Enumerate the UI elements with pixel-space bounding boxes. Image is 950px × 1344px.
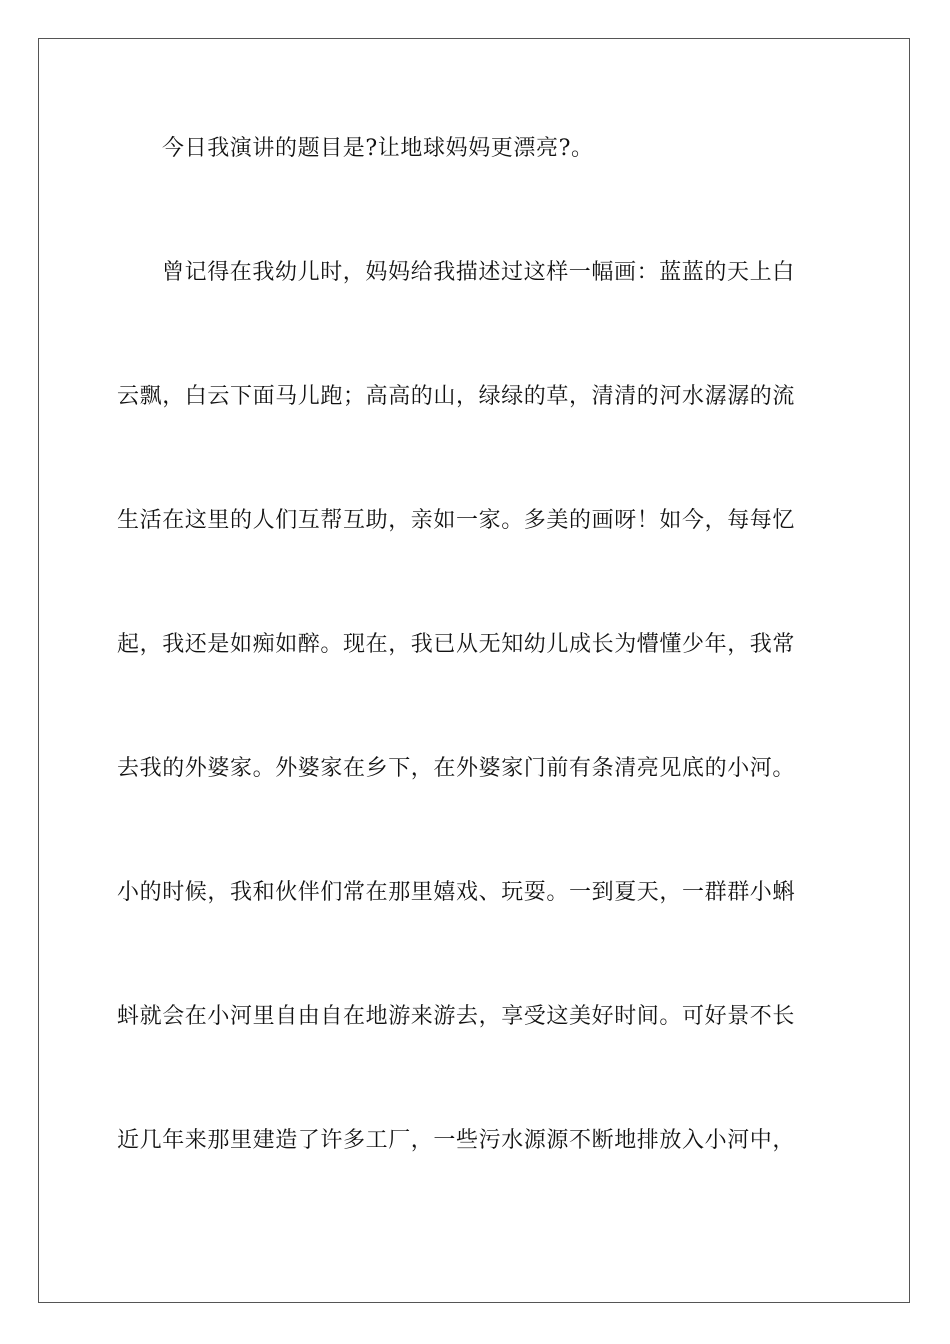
text-line-1: 今日我演讲的题目是?让地球妈妈更漂亮?。 (162, 136, 594, 161)
text-line-6: 去我的外婆家。外婆家在乡下，在外婆家门前有条清亮见底的小河。 (117, 756, 796, 781)
text-line-7: 小的时候，我和伙伴们常在那里嬉戏、玩耍。一到夏天，一群群小蝌 (117, 880, 796, 905)
text-line-9: 近几年来那里建造了许多工厂，一些污水源源不断地排放入小河中， (117, 1128, 796, 1153)
text-line-2: 曾记得在我幼儿时，妈妈给我描述过这样一幅画：蓝蓝的天上白 (162, 260, 795, 285)
text-line-3: 云飘，白云下面马儿跑；高高的山，绿绿的草，清清的河水潺潺的流 (117, 384, 796, 409)
text-line-4: 生活在这里的人们互帮互助，亲如一家。多美的画呀！如今，每每忆 (117, 508, 796, 533)
text-line-8: 蚪就会在小河里自由自在地游来游去，享受这美好时间。可好景不长 (117, 1004, 796, 1029)
text-line-5: 起，我还是如痴如醉。现在，我已从无知幼儿成长为懵懂少年，我常 (117, 632, 796, 657)
page-border (38, 38, 910, 1303)
